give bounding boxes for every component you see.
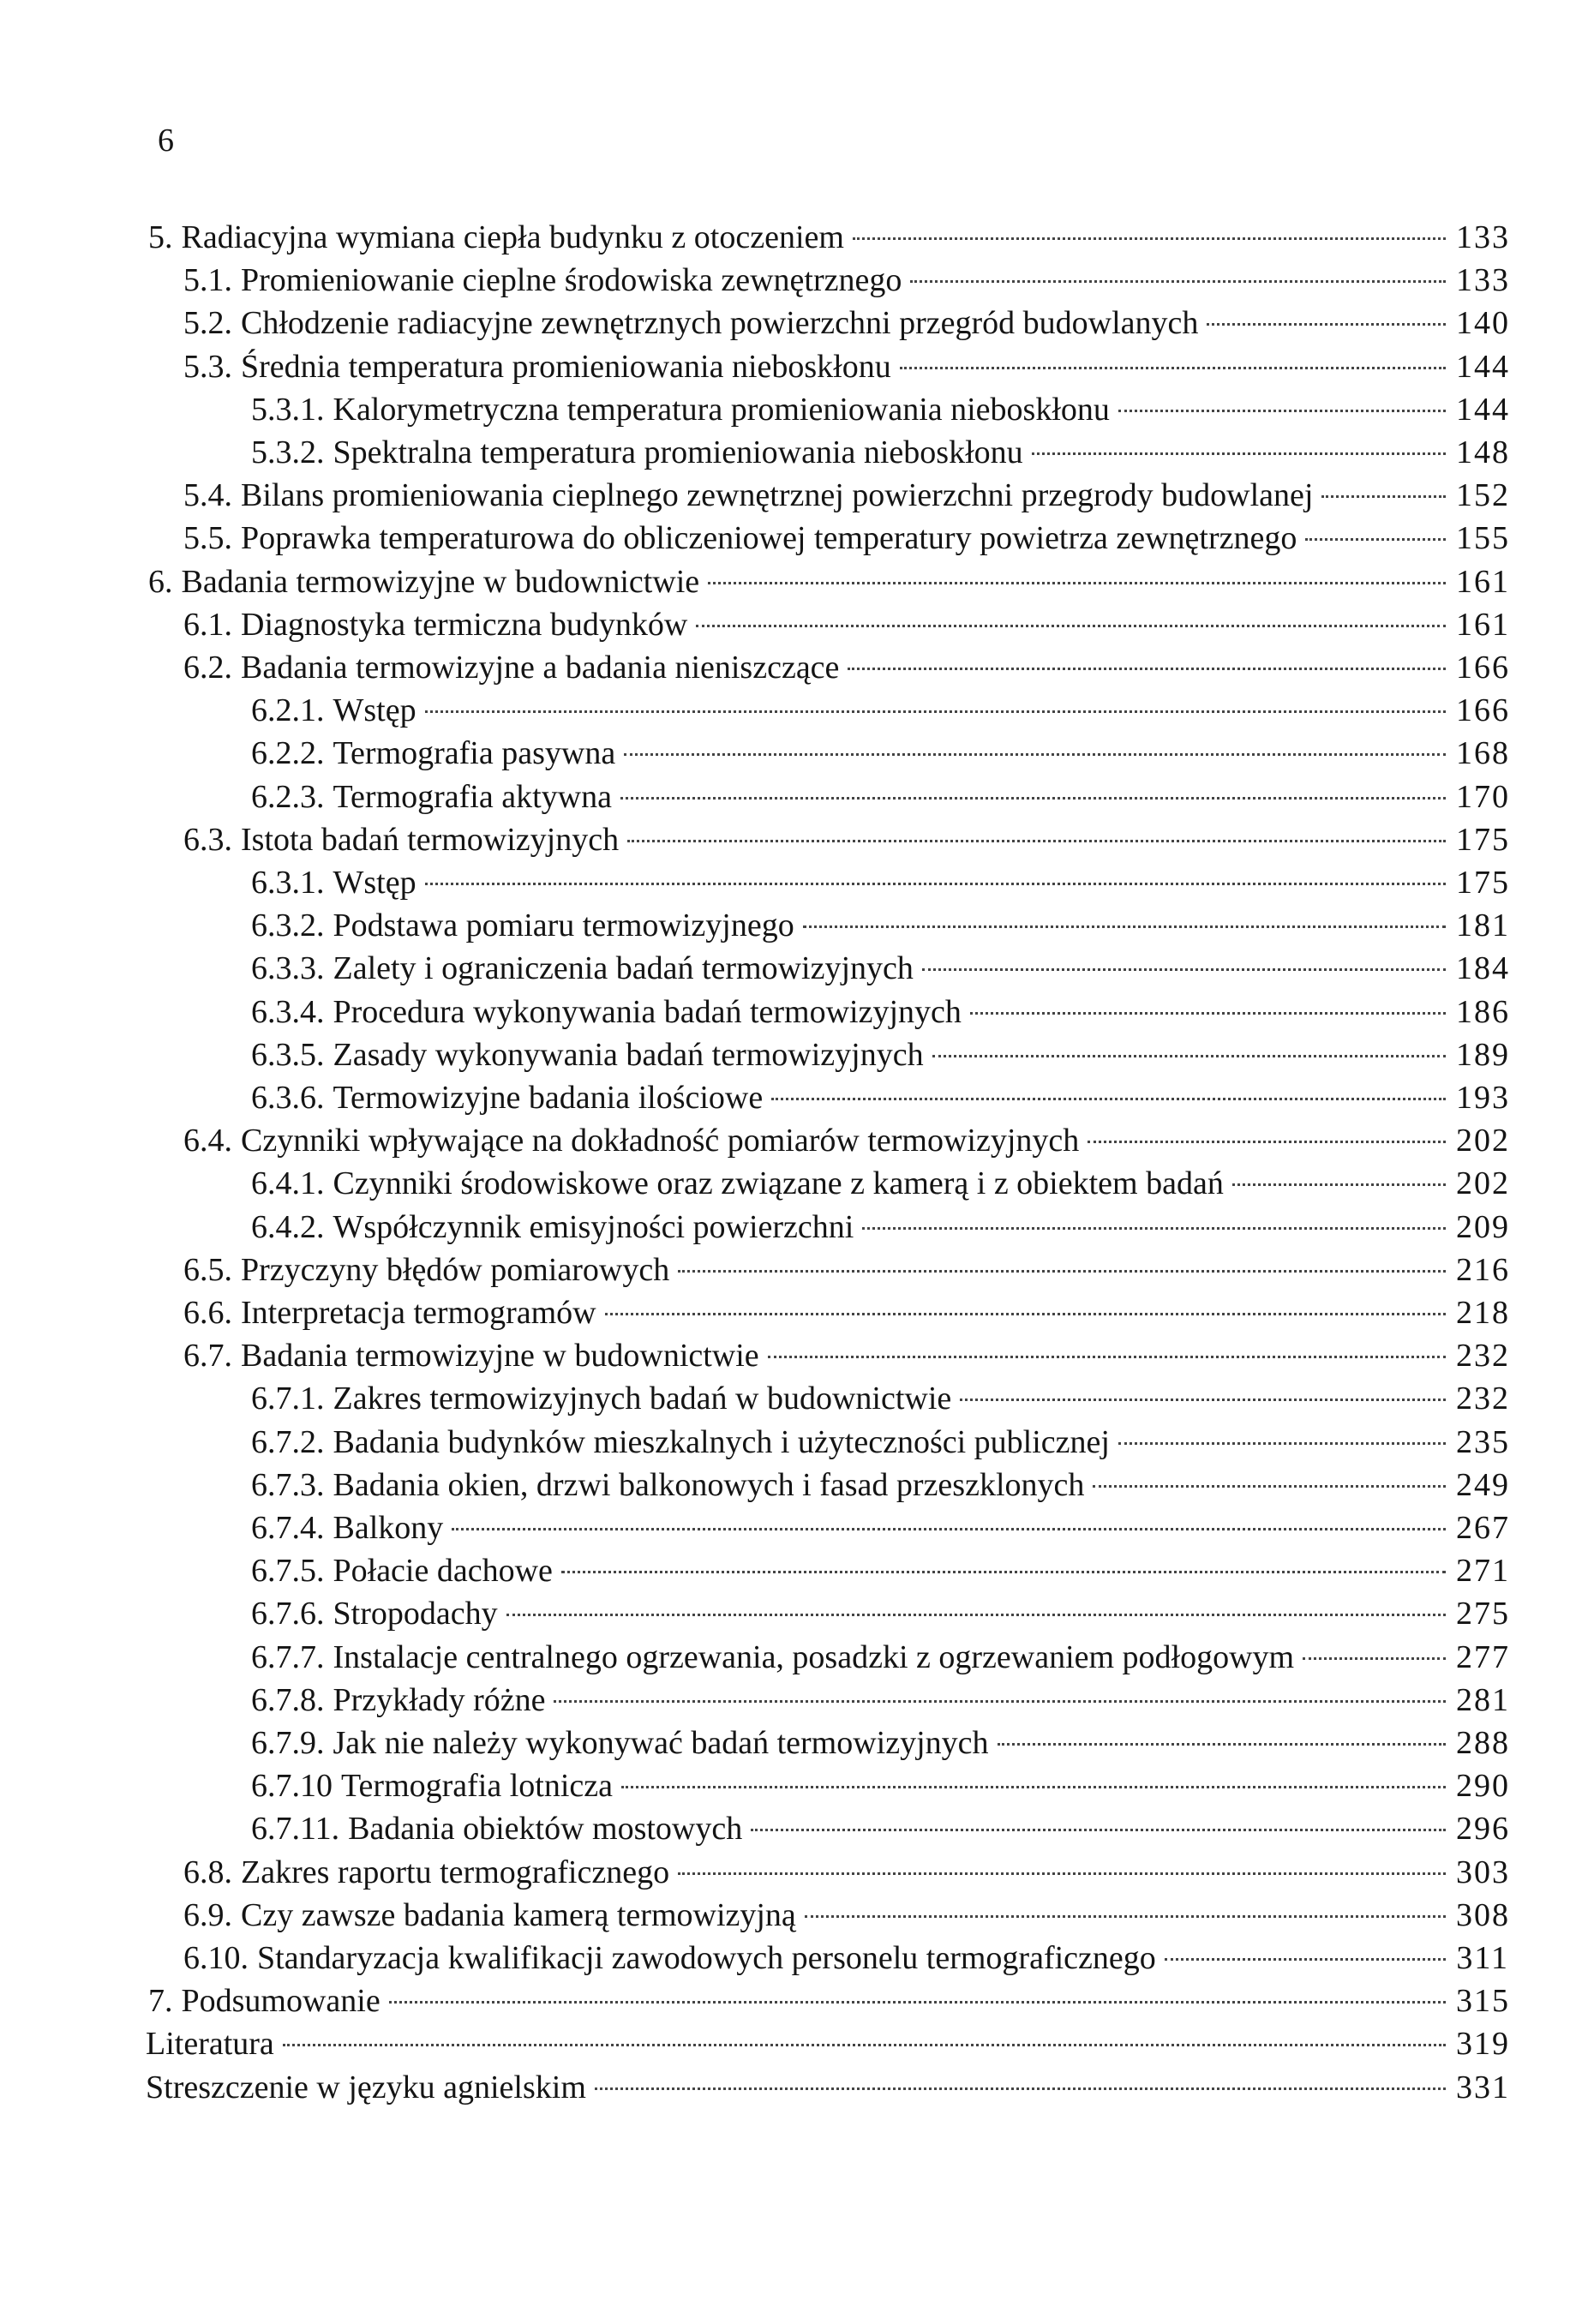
toc-entry-page: 161 [1456, 563, 1510, 600]
toc-entry-page: 189 [1456, 1036, 1510, 1073]
dot-leader [425, 883, 1446, 885]
toc-entry [251, 1464, 1509, 1506]
dot-leader [1305, 538, 1446, 541]
toc-entry-number: 6.7.6. [251, 1596, 325, 1632]
toc-entry [183, 1291, 1509, 1334]
toc-entry [251, 431, 1509, 474]
dot-leader [768, 1356, 1446, 1358]
toc-entry-number: 6.2.2. [251, 735, 325, 772]
toc-entry-page: 193 [1456, 1080, 1510, 1116]
toc-entry-number: 6.4.2. [251, 1208, 325, 1245]
toc-entry-number: 6.6. [183, 1295, 232, 1331]
toc-entry [251, 689, 1509, 732]
toc-entry-title: Wstęp [333, 692, 416, 729]
toc-entry-page: 184 [1456, 950, 1510, 987]
toc-entry-page: 267 [1456, 1510, 1510, 1546]
toc-entry-page: 315 [1456, 1983, 1510, 2020]
dot-leader [283, 2044, 1446, 2046]
toc-entry-page: 232 [1456, 1338, 1510, 1375]
dot-leader [425, 710, 1446, 713]
toc-entry-title: Procedura wykonywania badań termowizyjnych [333, 993, 962, 1030]
toc-entry-title: Standaryzacja kwalifikacji zawodowych personelu termograficznego [257, 1940, 1156, 1976]
toc-entry [146, 2066, 1509, 2109]
dot-leader [805, 1915, 1446, 1918]
toc-entry-title: Zakres raportu termograficznego [241, 1854, 670, 1890]
toc-entry-title: Poprawka temperaturowa do obliczeniowej temperatury powietrza zewnętrznego [241, 520, 1297, 557]
toc-entry-number: 6.7.4. [251, 1510, 325, 1546]
toc-entry-title: Współczynnik emisyjności powierzchni [333, 1208, 854, 1245]
toc-entry [251, 1807, 1509, 1850]
toc-entry-title: Zakres termowizyjnych badań w budownictwie [333, 1381, 952, 1417]
toc-entry-page: 155 [1456, 520, 1510, 557]
toc-entry-title: Czy zawsze badania kamerą termowizyjną [241, 1896, 796, 1933]
toc-entry [183, 1937, 1509, 1980]
dot-leader [1165, 1958, 1446, 1961]
dot-leader [1088, 1141, 1446, 1143]
toc-entry-number: 6.7.1. [251, 1381, 325, 1417]
toc-entry-number: 6.2.1. [251, 692, 325, 729]
dot-leader [561, 1571, 1446, 1573]
toc-entry-number: 6.10. [183, 1940, 249, 1976]
toc-entry-title: Zalety i ograniczenia badań termowizyjnych [333, 950, 914, 987]
toc-entry-number: 6.1. [183, 606, 232, 643]
dot-leader [620, 797, 1446, 800]
dot-leader [1093, 1485, 1446, 1488]
toc-entry [183, 1851, 1509, 1894]
toc-entry [183, 1249, 1509, 1291]
toc-entry [251, 1421, 1509, 1464]
toc-entry-number: 6.7. [183, 1338, 232, 1375]
toc-entry-page: 152 [1456, 477, 1510, 514]
toc-entry-title: Podsumowanie [181, 1983, 381, 2020]
toc-entry-page: 308 [1456, 1896, 1510, 1933]
toc-entry-title: Termowizyjne badania ilościowe [333, 1080, 764, 1116]
dot-leader [998, 1743, 1446, 1746]
toc-entry-page: 166 [1456, 650, 1510, 686]
dot-leader [853, 237, 1446, 240]
toc-entry [251, 861, 1509, 904]
toc-entry [183, 1894, 1509, 1937]
toc-entry-title: Badania okien, drzwi balkonowych i fasad przeszklonych [333, 1466, 1085, 1503]
dot-leader [803, 925, 1446, 928]
toc-entry-page: 216 [1456, 1251, 1510, 1288]
dot-leader [900, 367, 1446, 369]
toc-entry [251, 776, 1509, 818]
toc-entry-title: Zasady wykonywania badań termowizyjnych [333, 1036, 924, 1073]
toc-entry-number: 6.4. [183, 1123, 232, 1159]
toc-entry-page: 166 [1456, 692, 1510, 729]
dot-leader [1303, 1657, 1446, 1660]
toc-entry-page: 209 [1456, 1208, 1510, 1245]
toc-entry-number: 5.2. [183, 305, 232, 342]
toc-entry-page: 144 [1456, 348, 1510, 385]
toc-entry [251, 1033, 1509, 1076]
dot-leader [624, 753, 1446, 756]
toc-entry-number: 5. [148, 219, 173, 255]
toc-entry-number: 6.7.11. [251, 1811, 340, 1848]
toc-entry-title: Balkony [333, 1510, 444, 1546]
toc-entry [146, 2022, 1509, 2065]
toc-entry-title: Istota badań termowizyjnych [241, 821, 620, 858]
toc-entry-title: Stropodachy [333, 1596, 498, 1632]
toc-entry-page: 144 [1456, 391, 1510, 428]
dot-leader [922, 968, 1446, 971]
dot-leader [1032, 452, 1446, 455]
dot-leader [1118, 410, 1446, 412]
dot-leader [595, 2087, 1446, 2090]
toc-entry-number: 5.4. [183, 477, 232, 514]
toc-entry [251, 1377, 1509, 1420]
dot-leader [910, 280, 1446, 283]
toc-entry-title: Przyczyny błędów pomiarowych [241, 1251, 670, 1288]
dot-leader [696, 625, 1446, 627]
toc-entry-page: 271 [1456, 1553, 1510, 1590]
toc-entry-number: 6.7.3. [251, 1466, 325, 1503]
toc-entry-page: 168 [1456, 735, 1510, 772]
toc-entry [251, 1636, 1509, 1679]
toc-entry [251, 991, 1509, 1033]
dot-leader [708, 582, 1446, 584]
toc-entry-number: 5.3.2. [251, 434, 325, 470]
toc-entry-number: 6.3.5. [251, 1036, 325, 1073]
toc-entry [251, 1076, 1509, 1119]
toc-entry-title: Literatura [146, 2026, 274, 2063]
toc-entry-number: 6.7.5. [251, 1553, 325, 1590]
dot-leader [1118, 1442, 1446, 1445]
toc-entry-title: Przykłady różne [333, 1681, 546, 1718]
toc-entry-page: 202 [1456, 1165, 1510, 1202]
toc-entry-number: 5.3. [183, 348, 232, 385]
toc-entry-title: Spektralna temperatura promieniowania nieboskłonu [333, 434, 1023, 470]
toc-entry-page: 249 [1456, 1466, 1510, 1503]
toc-entry-page: 161 [1456, 606, 1510, 643]
toc-entry-number: 6.7.9. [251, 1725, 325, 1761]
toc-entry [148, 216, 1509, 259]
toc-entry-page: 296 [1456, 1811, 1510, 1848]
dot-leader [862, 1227, 1446, 1230]
toc-entry-title: Badania obiektów mostowych [348, 1811, 743, 1848]
toc-entry-number: 6.8. [183, 1854, 232, 1890]
toc-entry [251, 1722, 1509, 1764]
toc-entry-number: 5.5. [183, 520, 232, 557]
toc-entry [183, 474, 1509, 517]
toc-entry-number: 6.3.1. [251, 865, 325, 901]
toc-entry-number: 6.9. [183, 1896, 232, 1933]
toc-entry-number: 6.2.3. [251, 778, 325, 815]
toc-entry-page: 303 [1456, 1854, 1510, 1890]
toc-entry-title: Badania termowizyjne w budownictwie [241, 1338, 759, 1375]
dot-leader [771, 1098, 1446, 1100]
toc-entry-number: 6.3.4. [251, 993, 325, 1030]
toc-entry-title: Czynniki środowiskowe oraz związane z kamerą i z obiektem badań [333, 1165, 1224, 1202]
dot-leader [1232, 1183, 1446, 1186]
toc-entry-page: 288 [1456, 1725, 1510, 1761]
toc-entry [251, 1549, 1509, 1592]
toc-entry-page: 275 [1456, 1596, 1510, 1632]
toc-entry [251, 1162, 1509, 1205]
dot-leader [848, 668, 1446, 670]
dot-leader [621, 1786, 1446, 1788]
toc-entry-number: 6.3. [183, 821, 232, 858]
toc-entry-title: Streszczenie w języku agnielskim [146, 2069, 586, 2105]
toc-entry-page: 181 [1456, 907, 1510, 944]
toc-entry-page: 232 [1456, 1381, 1510, 1417]
dot-leader [751, 1829, 1446, 1831]
dot-leader [389, 2001, 1446, 2004]
toc-entry-number: 6. [148, 563, 173, 600]
toc-entry-title: Termografia lotnicza [341, 1768, 614, 1805]
toc-entry-number: 6.7.10 [251, 1768, 333, 1805]
toc-entry-page: 186 [1456, 993, 1510, 1030]
toc-entry-title: Radiacyjna wymiana ciepła budynku z otoczeniem [181, 219, 844, 255]
toc-entry-title: Badania budynków mieszkalnych i użyteczności publicznej [333, 1423, 1110, 1460]
dot-leader [970, 1012, 1446, 1015]
toc-entry [148, 1980, 1509, 2022]
toc-entry-title: Badania termowizyjne a badania nieniszczące [241, 650, 840, 686]
toc-entry [183, 1119, 1509, 1162]
toc-entry-title: Promieniowanie cieplne środowiska zewnętrznego [241, 262, 902, 299]
toc-entry-number: 6.3.2. [251, 907, 325, 944]
toc-entry [148, 560, 1509, 603]
toc-entry-title: Połacie dachowe [333, 1553, 553, 1590]
toc-entry-title: Kalorymetryczna temperatura promieniowania nieboskłonu [333, 391, 1110, 428]
toc-entry [251, 388, 1509, 431]
toc-entry-page: 290 [1456, 1768, 1510, 1805]
toc-entry [183, 345, 1509, 388]
toc-entry-page: 175 [1456, 865, 1510, 901]
toc-entry-title: Wstęp [333, 865, 416, 901]
toc-entry-title: Czynniki wpływające na dokładność pomiarów termowizyjnych [241, 1123, 1080, 1159]
toc-entry-number: 5.1. [183, 262, 232, 299]
toc-entry-page: 311 [1456, 1940, 1509, 1976]
toc-entry [251, 947, 1509, 990]
toc-entry-number: 6.3.3. [251, 950, 325, 987]
toc-entry-number: 6.7.8. [251, 1681, 325, 1718]
toc-entry-number: 7. [148, 1983, 173, 2020]
page-number: 6 [158, 123, 174, 159]
toc-entry-number: 6.5. [183, 1251, 232, 1288]
dot-leader [678, 1270, 1446, 1273]
toc-entry [183, 603, 1509, 646]
toc-entry-page: 218 [1456, 1295, 1510, 1331]
toc-entry-title: Jak nie należy wykonywać badań termowizyjnych [333, 1725, 989, 1761]
dot-leader [605, 1313, 1446, 1315]
dot-leader [554, 1700, 1446, 1703]
dot-leader [627, 840, 1446, 842]
toc-entry [251, 1592, 1509, 1635]
toc-entry-page: 202 [1456, 1123, 1510, 1159]
toc-entry-title: Instalacje centralnego ogrzewania, posadzki z ogrzewaniem podłogowym [333, 1638, 1295, 1675]
toc-entry-page: 281 [1456, 1681, 1510, 1718]
toc-entry [251, 1679, 1509, 1722]
toc-entry-title: Termografia pasywna [333, 735, 616, 772]
toc-entry-title: Badania termowizyjne w budownictwie [181, 563, 700, 600]
toc-entry-page: 133 [1456, 262, 1510, 299]
toc-entry-number: 6.3.6. [251, 1080, 325, 1116]
dot-leader [1207, 323, 1446, 326]
toc-entry [183, 1334, 1509, 1377]
toc-entry-number: 6.4.1. [251, 1165, 325, 1202]
toc-entry-number: 5.3.1. [251, 391, 325, 428]
dot-leader [678, 1872, 1446, 1875]
toc-entry-title: Interpretacja termogramów [241, 1295, 596, 1331]
toc-entry [183, 302, 1509, 344]
toc-entry-page: 235 [1456, 1423, 1510, 1460]
toc-entry [183, 646, 1509, 689]
dot-leader [506, 1614, 1446, 1616]
toc-entry-page: 133 [1456, 219, 1510, 255]
toc-entry-number: 6.7.2. [251, 1423, 325, 1460]
toc-entry-page: 140 [1456, 305, 1510, 342]
toc-entry-title: Podstawa pomiaru termowizyjnego [333, 907, 794, 944]
toc-entry [251, 732, 1509, 775]
toc-entry [251, 1506, 1509, 1549]
toc-entry-page: 170 [1456, 778, 1510, 815]
toc-entry-number: 6.7.7. [251, 1638, 325, 1675]
toc-entry-page: 277 [1456, 1638, 1510, 1675]
toc-entry-title: Bilans promieniowania cieplnego zewnętrznej powierzchni przegrody budowlanej [241, 477, 1314, 514]
toc-entry-page: 331 [1456, 2069, 1510, 2105]
toc-entry-title: Chłodzenie radiacyjne zewnętrznych powierzchni przegród budowlanych [241, 305, 1199, 342]
toc-entry [251, 904, 1509, 947]
toc-entry-title: Średnia temperatura promieniowania nieboskłonu [241, 348, 891, 385]
toc-entry-title: Termografia aktywna [333, 778, 612, 815]
toc-entry [251, 1206, 1509, 1249]
dot-leader [452, 1528, 1446, 1530]
dot-leader [932, 1055, 1446, 1057]
toc-entry-number: 6.2. [183, 650, 232, 686]
toc-entry [251, 1764, 1509, 1807]
toc-entry [183, 259, 1509, 302]
dot-leader [1321, 495, 1446, 498]
toc-entry [183, 517, 1509, 560]
toc-entry-page: 319 [1456, 2026, 1510, 2063]
dot-leader [960, 1399, 1446, 1401]
toc-entry-page: 148 [1456, 434, 1510, 470]
toc-entry-page: 175 [1456, 821, 1510, 858]
toc-entry-title: Diagnostyka termiczna budynków [241, 606, 688, 643]
toc-entry [183, 818, 1509, 861]
